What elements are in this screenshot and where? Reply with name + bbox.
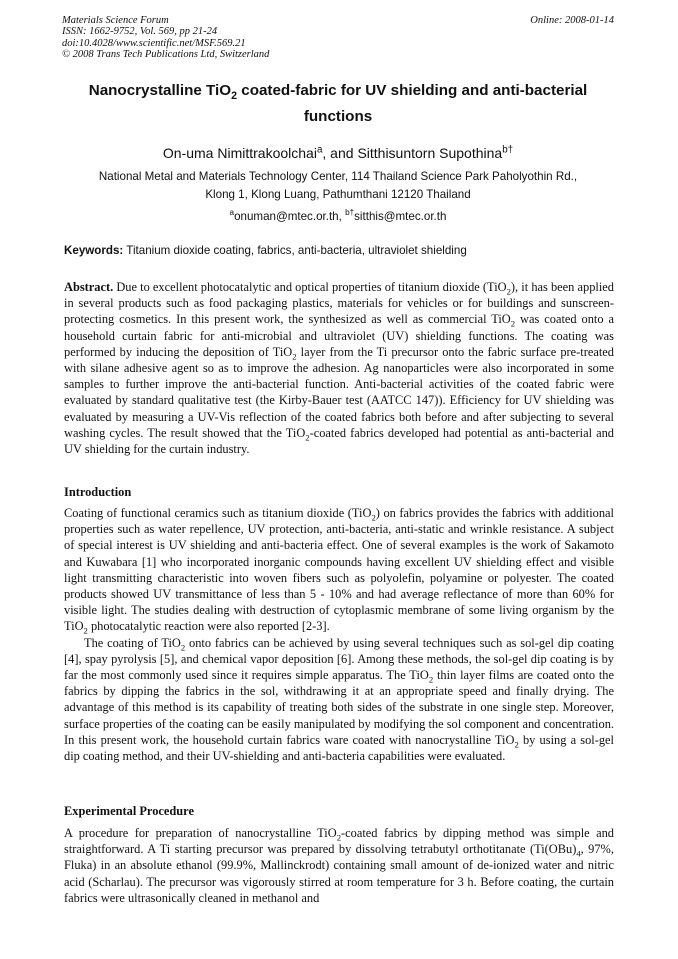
subscript: 4 [576,848,581,859]
title-text-1: Nanocrystalline TiO [88,82,232,99]
author-1-affil-mark: a [316,144,323,156]
experimental-body [64,825,614,906]
text: A procedure for preparation of nanocrystalline TiO [64,826,337,840]
text: -coated fabrics by dipping method was simple and straightforward. A Ti starting precursor was prepared by dissolving tetrabutyl orthotitanate (Ti(OBu) [64,826,614,857]
subscript: 2 [336,832,342,843]
text: Coating of functional ceramics such as titanium dioxide (TiO [64,506,372,520]
journal-doi[interactable]: doi:10.4028/www.scientific.net/MSF.569.21 [62,37,246,49]
affiliation [62,168,614,204]
intro-paragraph-1 [64,505,614,635]
keywords [64,243,614,259]
title-text-2: coated-fabric for UV shielding and anti-bacterial functions [237,82,588,125]
abstract [64,279,614,457]
subscript: 2 [428,674,434,685]
abstract-label: Abstract. [64,280,114,294]
author-1: On-uma Nimittrakoolchai [162,145,317,161]
author-list [62,144,614,162]
journal-issn: ISSN: 1662-9752, Vol. 569, pp 21-24 [62,26,218,38]
author-2: Sitthisuntorn Supothina [357,145,503,161]
email-2[interactable]: sitthis@mtec.or.th [354,210,447,223]
title-subscript: 2 [231,90,238,103]
email-2-mark: b† [345,208,355,218]
text: by using a sol-gel dip coating method, and their UV-shielding and anti-bacteria capabilities were evaluated. [64,732,614,764]
introduction-body [64,505,614,764]
subscript: 2 [371,512,376,523]
journal-copyright: © 2008 Trans Tech Publications Ltd, Switzerland [62,49,270,61]
author-2-affil-mark: b† [502,144,514,156]
section-heading-experimental: Experimental Procedure [64,804,194,818]
subscript: 2 [305,432,310,443]
subscript: 2 [83,625,88,636]
keywords-text: Titanium dioxide coating, fabrics, anti-bacteria, ultraviolet shielding [123,244,467,257]
subscript: 2 [510,318,516,329]
email-1-mark: a [229,208,235,218]
affiliation-line-1: National Metal and Materials Technology Center, 114 Thailand Science Park Paholyothin Rd., [98,170,578,183]
intro-paragraph-2 [64,635,614,765]
subscript: 2 [292,351,297,362]
text: ) on fabrics provides the fabrics with additional properties such as water repellence, UV protection, anti-bacteria, anti-static and wrinkle resistance. A subject of special interest is UV shielding and anti-bacteria effect. One of several examples is the work of Sakamoto and Kuwabara [1] who incorporated inorganic compounds having excellent UV shielding effect and visible light transmitting characteristic into woven fibers such as polyolefin, polyamine or polyester. The coated products showed UV transmittance of less than 5 - 10% and had average reflectance of more than 60% for visible light. The studies dealing with destruction of cytoplasmic membrane of some living organism by the TiO [64,506,614,634]
subscript: 2 [514,739,519,750]
abstract-text: ), it has been applied in several products such as food packaging plastics, materials for vehicles or for buildings and sunscreen-protecting cosmetics. In this present work, the synthesized as well as commercial TiO [64,280,614,327]
abstract-text: layer from the Ti precursor onto the fabric surface pre-treated with silane adhesive agent so as to improve the adhesion. Ag nanoparticles were also incorporated in some samples to further improve the anti-bacterial function. Anti-bacterial activities of the coated fabric were evaluated by standard qualitative test (the Kirby-Bauer test (AATCC 147)). Efficiency for UV shielding was evaluated by measuring a UV-Vis reflection of the coated fabrics both before and after subjecting to several washing cycles. The result showed that the TiO [64,344,615,440]
abstract-text: -coated fabrics developed had potential as anti-bacterial and UV shielding for the curtain industry. [64,425,614,457]
text: The coating of TiO [84,635,181,650]
keywords-label: Keywords: [64,244,124,257]
abstract-text: Due to excellent photocatalytic and optical properties of titanium dioxide (TiO [113,280,507,294]
text: thin layer films are coated onto the fabrics by dipping the fabrics in the sol, withdrawing it at an appropriate speed and finally drying. The advantage of this method is its capability of treating both sides of the substrate in one single step. Moreover, surface properties of the coating can be easily manipulated by modifying the sol component and concentration. In this present work, the household curtain fabrics ware coated with nanocrystalline TiO [64,668,614,747]
affiliation-line-2: Klong 1, Klong Luang, Pathumthani 12120 Thailand [205,188,471,201]
abstract-text: was coated onto a household curtain fabric for anti-microbial and ultraviolet (UV) shielding functions. The coating was performed by inducing the deposition of TiO [64,312,614,359]
author-connector: , and [322,145,358,161]
author-emails [62,209,614,225]
text: , 97%, Fluka) in an absolute ethanol (99.9%, Mallinckrodt) containing small amount of de-ionized water and nitric acid (Scharlau). The precursor was vigorously stirred at room temperature for 3 h. Before coating, the curtain fabrics were ultrasonically cleaned in methanol and [64,842,614,905]
journal-name: Materials Science Forum [62,15,169,26]
text: photocatalytic reaction were also reported [2-3]. [87,619,330,634]
email-1[interactable]: onuman@mtec.or.th [234,210,339,223]
subscript: 2 [506,286,511,297]
journal-header [62,15,614,61]
subscript: 2 [180,642,186,653]
email-separator: , [338,210,346,223]
section-heading-introduction: Introduction [64,485,132,499]
text: onto fabrics can be achieved by using several techniques such as sol-gel dip coating [4], spay pyrolysis [5], and chemical vapor deposition [6]. Among these methods, the sol-gel dip coating is by far the most commonly used since it requires simple apparatus. The TiO [64,635,614,683]
online-date: Online: 2008-01-14 [530,15,614,26]
paper-title [62,78,614,130]
